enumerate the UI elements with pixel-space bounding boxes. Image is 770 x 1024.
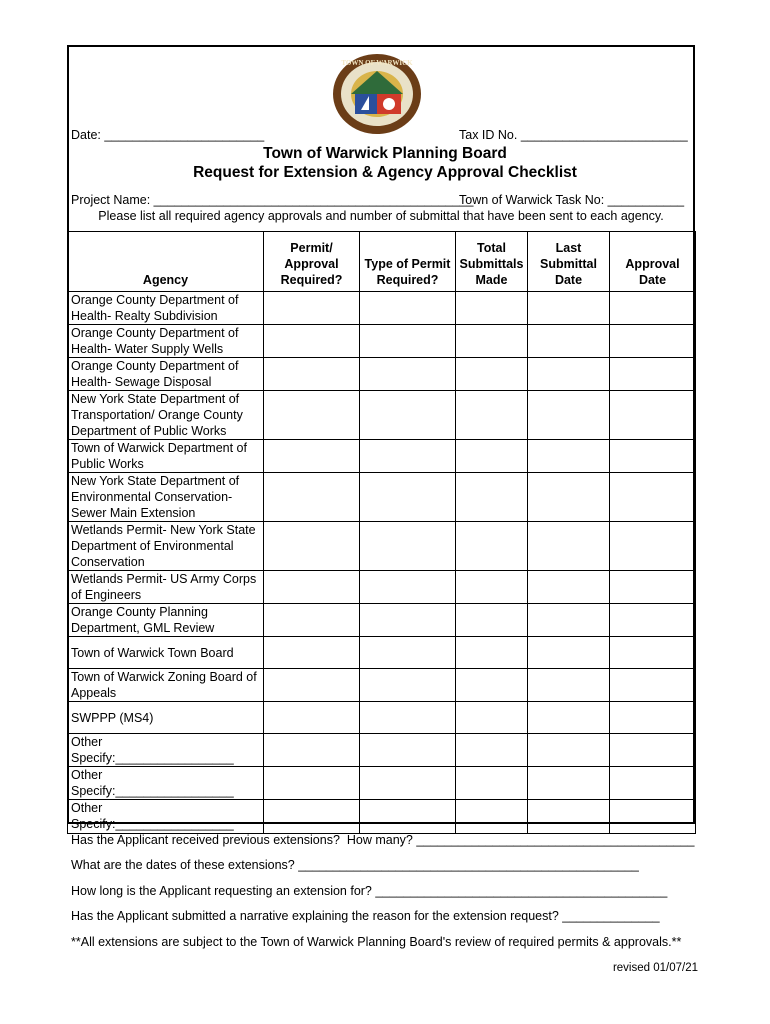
table-row xyxy=(68,325,696,358)
entry-cell[interactable] xyxy=(610,734,696,767)
entry-cell[interactable] xyxy=(264,734,360,767)
entry-cell[interactable] xyxy=(456,734,528,767)
entry-cell[interactable] xyxy=(610,571,696,604)
entry-cell[interactable] xyxy=(360,440,456,473)
entry-cell[interactable] xyxy=(264,669,360,702)
header-permit-type: Type of Permit Required? xyxy=(360,232,456,292)
entry-cell[interactable] xyxy=(360,800,456,834)
entry-cell[interactable] xyxy=(528,702,610,734)
agency-approval-table xyxy=(67,231,696,834)
entry-cell[interactable] xyxy=(264,522,360,571)
task-no-field[interactable]: Town of Warwick Task No: ___________ xyxy=(459,193,685,207)
agency-name-cell: Town of Warwick Zoning Board of Appeals xyxy=(68,669,264,702)
entry-cell[interactable] xyxy=(360,358,456,391)
entry-cell[interactable] xyxy=(264,358,360,391)
table-row xyxy=(68,473,696,522)
entry-cell[interactable] xyxy=(360,637,456,669)
entry-cell[interactable] xyxy=(528,800,610,834)
entry-cell[interactable] xyxy=(360,702,456,734)
entry-cell[interactable] xyxy=(360,325,456,358)
table-row xyxy=(68,767,696,800)
table-row xyxy=(68,391,696,440)
table-row xyxy=(68,702,696,734)
entry-cell[interactable] xyxy=(456,702,528,734)
header-permit-required: Permit/ Approval Required? xyxy=(264,232,360,292)
entry-cell[interactable] xyxy=(360,734,456,767)
table-row xyxy=(68,734,696,767)
date-field[interactable]: Date: _______________________ xyxy=(71,128,265,142)
agency-name-cell: SWPPP (MS4) xyxy=(68,702,264,734)
entry-cell[interactable] xyxy=(528,767,610,800)
header-total-submittals: Total Submittals Made xyxy=(456,232,528,292)
entry-cell[interactable] xyxy=(528,734,610,767)
entry-cell[interactable] xyxy=(360,473,456,522)
table-row xyxy=(68,440,696,473)
table-row xyxy=(68,522,696,571)
town-seal-logo xyxy=(331,52,423,136)
header-last-submittal: Last Submittal Date xyxy=(528,232,610,292)
entry-cell[interactable] xyxy=(264,800,360,834)
table-row xyxy=(68,637,696,669)
entry-cell[interactable] xyxy=(456,391,528,440)
entry-cell[interactable] xyxy=(456,571,528,604)
entry-cell[interactable] xyxy=(360,767,456,800)
table-row xyxy=(68,604,696,637)
entry-cell[interactable] xyxy=(528,604,610,637)
table-row xyxy=(68,358,696,391)
entry-cell[interactable] xyxy=(264,637,360,669)
agency-name-cell: Town of Warwick Town Board xyxy=(68,637,264,669)
svg-text:TOWN OF WARWICK: TOWN OF WARWICK xyxy=(341,59,413,67)
entry-cell[interactable] xyxy=(610,440,696,473)
entry-cell[interactable] xyxy=(264,604,360,637)
agency-name-cell: Other Specify:_________________ xyxy=(68,800,264,834)
entry-cell[interactable] xyxy=(528,522,610,571)
entry-cell[interactable] xyxy=(528,440,610,473)
question-extension-length[interactable]: How long is the Applicant requesting an extension for? __________________________________________ xyxy=(71,884,668,898)
agency-name-cell: Orange County Planning Department, GML Review xyxy=(68,604,264,637)
agency-name-cell: Other Specify:_________________ xyxy=(68,734,264,767)
entry-cell[interactable] xyxy=(528,292,610,325)
entry-cell[interactable] xyxy=(360,669,456,702)
entry-cell[interactable] xyxy=(456,473,528,522)
instructions-text: Please list all required agency approvals and number of submittal that have been sent to each agency. xyxy=(98,209,664,223)
entry-cell[interactable] xyxy=(456,358,528,391)
entry-cell[interactable] xyxy=(264,391,360,440)
entry-cell[interactable] xyxy=(528,473,610,522)
page-title: Town of Warwick Planning Board xyxy=(263,145,507,162)
entry-cell[interactable] xyxy=(456,292,528,325)
entry-cell[interactable] xyxy=(264,767,360,800)
project-name-field[interactable]: Project Name: ______________________________________________ xyxy=(71,193,474,207)
entry-cell[interactable] xyxy=(610,800,696,834)
agency-name-cell: Orange County Department of Health- Water Supply Wells xyxy=(68,325,264,358)
entry-cell[interactable] xyxy=(528,391,610,440)
entry-cell[interactable] xyxy=(456,522,528,571)
entry-cell[interactable] xyxy=(360,604,456,637)
table-row xyxy=(68,292,696,325)
entry-cell[interactable] xyxy=(456,669,528,702)
entry-cell[interactable] xyxy=(610,473,696,522)
entry-cell[interactable] xyxy=(456,325,528,358)
entry-cell[interactable] xyxy=(610,358,696,391)
entry-cell[interactable] xyxy=(456,800,528,834)
entry-cell[interactable] xyxy=(528,571,610,604)
entry-cell[interactable] xyxy=(610,391,696,440)
entry-cell[interactable] xyxy=(528,669,610,702)
entry-cell[interactable] xyxy=(610,669,696,702)
entry-cell[interactable] xyxy=(610,637,696,669)
entry-cell[interactable] xyxy=(610,292,696,325)
entry-cell[interactable] xyxy=(264,473,360,522)
entry-cell[interactable] xyxy=(360,391,456,440)
question-previous-extensions[interactable]: Has the Applicant received previous extensions? How many? ________________________________________ xyxy=(71,833,695,847)
entry-cell[interactable] xyxy=(264,325,360,358)
table-row xyxy=(68,800,696,834)
page-subtitle: Request for Extension & Agency Approval Checklist xyxy=(193,164,577,181)
agency-name-cell: Town of Warwick Department of Public Works xyxy=(68,440,264,473)
entry-cell[interactable] xyxy=(610,522,696,571)
entry-cell[interactable] xyxy=(360,571,456,604)
entry-cell[interactable] xyxy=(456,440,528,473)
entry-cell[interactable] xyxy=(456,604,528,637)
entry-cell[interactable] xyxy=(360,522,456,571)
header-approval-date: Approval Date xyxy=(610,232,696,292)
revision-date: revised 01/07/21 xyxy=(612,962,698,974)
agency-name-cell: Wetlands Permit- New York State Department of Environmental Conservation xyxy=(68,522,264,571)
entry-cell[interactable] xyxy=(264,571,360,604)
entry-cell[interactable] xyxy=(264,292,360,325)
entry-cell[interactable] xyxy=(264,702,360,734)
question-extension-dates[interactable]: What are the dates of these extensions? _________________________________________________ xyxy=(71,858,639,872)
entry-cell[interactable] xyxy=(360,292,456,325)
entry-cell[interactable] xyxy=(528,325,610,358)
agency-name-cell: New York State Department of Transportation/ Orange County Department of Public Works xyxy=(68,391,264,440)
table-row xyxy=(68,571,696,604)
entry-cell[interactable] xyxy=(528,358,610,391)
entry-cell[interactable] xyxy=(456,637,528,669)
entry-cell[interactable] xyxy=(456,767,528,800)
entry-cell[interactable] xyxy=(610,702,696,734)
tax-id-field[interactable]: Tax ID No. ________________________ xyxy=(459,128,688,142)
agency-name-cell: Orange County Department of Health- Realty Subdivision xyxy=(68,292,264,325)
entry-cell[interactable] xyxy=(610,604,696,637)
entry-cell[interactable] xyxy=(264,440,360,473)
entry-cell[interactable] xyxy=(610,325,696,358)
entry-cell[interactable] xyxy=(528,637,610,669)
agency-name-cell: Other Specify:_________________ xyxy=(68,767,264,800)
agency-name-cell: Wetlands Permit- US Army Corps of Engineers xyxy=(68,571,264,604)
question-narrative[interactable]: Has the Applicant submitted a narrative explaining the reason for the extension request? ______________ xyxy=(71,909,660,923)
entry-cell[interactable] xyxy=(610,767,696,800)
agency-name-cell: Orange County Department of Health- Sewage Disposal xyxy=(68,358,264,391)
header-agency: Agency xyxy=(68,232,264,292)
extension-notice: **All extensions are subject to the Town of Warwick Planning Board's review of required permits & approvals.** xyxy=(71,935,682,949)
agency-name-cell: New York State Department of Environmental Conservation- Sewer Main Extension xyxy=(68,473,264,522)
table-row xyxy=(68,669,696,702)
